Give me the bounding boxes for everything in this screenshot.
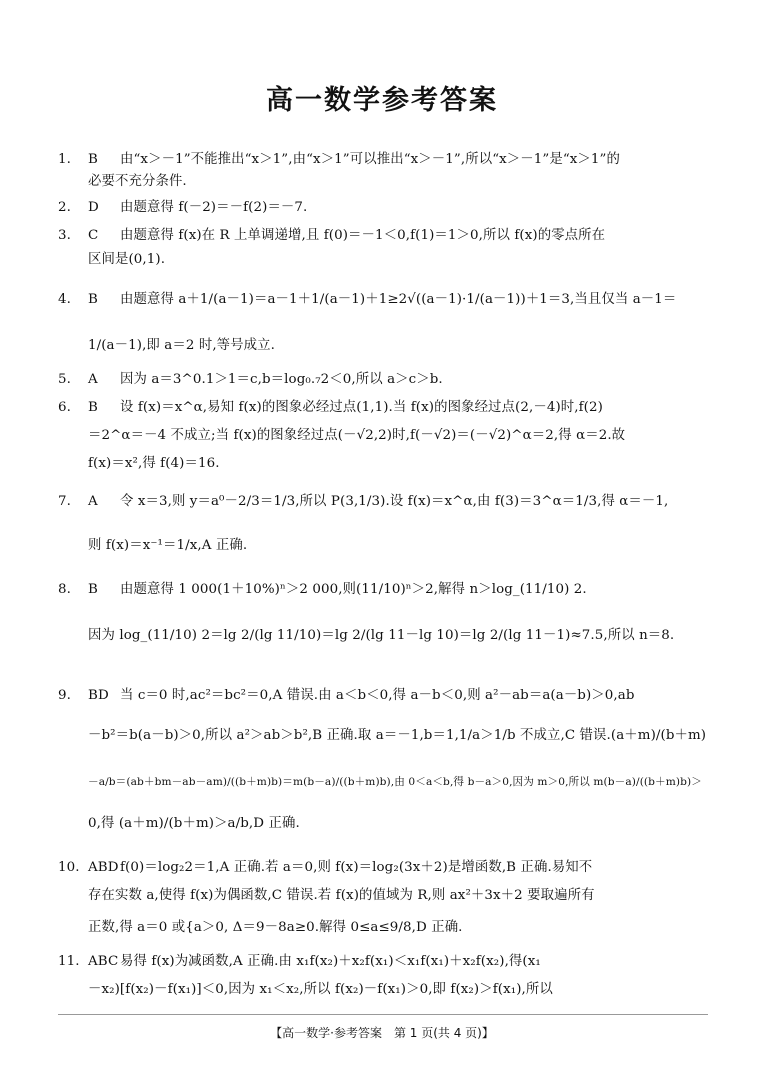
answer-item-10: 10. ABDf(0)＝log₂2＝1,A 正确.若 a＝0,则 f(x)＝log₂(3x＋2)是增函数,B 正确.易知不 [58, 860, 593, 875]
answer-item-4: 4. B 由题意得 a＋1/(a－1)＝a－1＋1/(a－1)＋1≥2√((a－1)·1/(a－1))＋1＝3,当且仅当 a－1＝ [58, 292, 677, 307]
answer-item-6-line-2: ＝2^α＝－4 不成立;当 f(x)的图象经过点(－√2,2)时,f(－√2)＝(－√2)^α＝2,得 α＝2.故 [88, 428, 626, 443]
answer-item-11: 11. ABC 易得 f(x)为减函数,A 正确.由 x₁f(x₂)＋x₂f(x₁)＜x₁f(x₁)＋x₂f(x₂),得(x₁ [58, 954, 541, 969]
answer-item-6-line-3: f(x)＝x²,得 f(4)＝16. [88, 456, 220, 471]
answer-item-10-line-3: 正数,得 a＝0 或{a＞0, Δ＝9－8a≥0.解得 0≤a≤9/8,D 正确. [88, 920, 463, 935]
page-title: 高一数学参考答案 [266, 85, 498, 116]
answer-item-7-line-2: 则 f(x)＝x⁻¹＝1/x,A 正确. [88, 538, 248, 553]
answer-item-1: 1. B 由“x＞－1”不能推出“x＞1”,由“x＞1”可以推出“x＞－1”,所以“x＞－1”是“x＞1”的 [58, 152, 620, 167]
answer-item-11-line-2: －x₂)[f(x₂)－f(x₁)]＜0,因为 x₁＜x₂,所以 f(x₂)－f(x₁)＞0,即 f(x₂)＞f(x₁),所以 [88, 982, 553, 997]
answer-item-3-line-2: 区间是(0,1). [88, 252, 166, 267]
answer-item-4-line-2: 1/(a－1),即 a＝2 时,等号成立. [88, 338, 275, 353]
answer-item-2: 2. D 由题意得 f(－2)＝－f(2)＝－7. [58, 200, 308, 215]
footer-divider [58, 1014, 708, 1015]
answer-item-9-line-2: －b²＝b(a－b)＞0,所以 a²＞ab＞b²,B 正确.取 a＝－1,b＝1,1/a＞1/b 不成立,C 错误.(a＋m)/(b＋m) [88, 728, 707, 743]
answer-item-6: 6. B 设 f(x)＝x^α,易知 f(x)的图象必经过点(1,1).当 f(x)的图象经过点(2,－4)时,f(2) [58, 400, 603, 415]
answer-item-10-line-2: 存在实数 a,使得 f(x)为偶函数,C 错误.若 f(x)的值域为 R,则 ax²＋3x＋2 要取遍所有 [88, 888, 595, 903]
answer-item-9: 9. BD 当 c＝0 时,ac²＝bc²＝0,A 错误.由 a＜b＜0,得 a－b＜0,则 a²－ab＝a(a－b)＞0,ab [58, 688, 635, 703]
answer-item-3: 3. C 由题意得 f(x)在 R 上单调递增,且 f(0)＝－1＜0,f(1)＝1＞0,所以 f(x)的零点所在 [58, 228, 606, 243]
answer-item-7: 7. A 令 x＝3,则 y＝a⁰－2/3＝1/3,所以 P(3,1/3).设 f(x)＝x^α,由 f(3)＝3^α＝1/3,得 α＝－1, [58, 494, 669, 509]
answer-item-9-line-4: 0,得 (a＋m)/(b＋m)＞a/b,D 正确. [88, 816, 300, 831]
page-footer: 【高一数学·参考答案 第 1 页(共 4 页)】 [270, 1026, 494, 1040]
answer-item-8-line-2: 因为 log_(11/10) 2＝lg 2/(lg 11/10)＝lg 2/(lg 11－lg 10)＝lg 2/(lg 11－1)≈7.5,所以 n＝8. [88, 628, 675, 643]
answer-item-8: 8. B 由题意得 1 000(1＋10%)ⁿ＞2 000,则(11/10)ⁿ＞2,解得 n＞log_(11/10) 2. [58, 582, 587, 597]
answer-item-9-line-3: －a/b＝(ab＋bm－ab－am)/((b＋m)b)＝m(b－a)/((b＋m)b),由 0＜a＜b,得 b－a＞0,因为 m＞0,所以 m(b－a)/((b＋m)b)＞ [88, 776, 702, 788]
answer-item-5: 5. A 因为 a＝3^0.1＞1＝c,b＝log₀.₇2＜0,所以 a＞c＞b. [58, 372, 443, 387]
answer-item-1-line-2: 必要不充分条件. [88, 174, 187, 189]
